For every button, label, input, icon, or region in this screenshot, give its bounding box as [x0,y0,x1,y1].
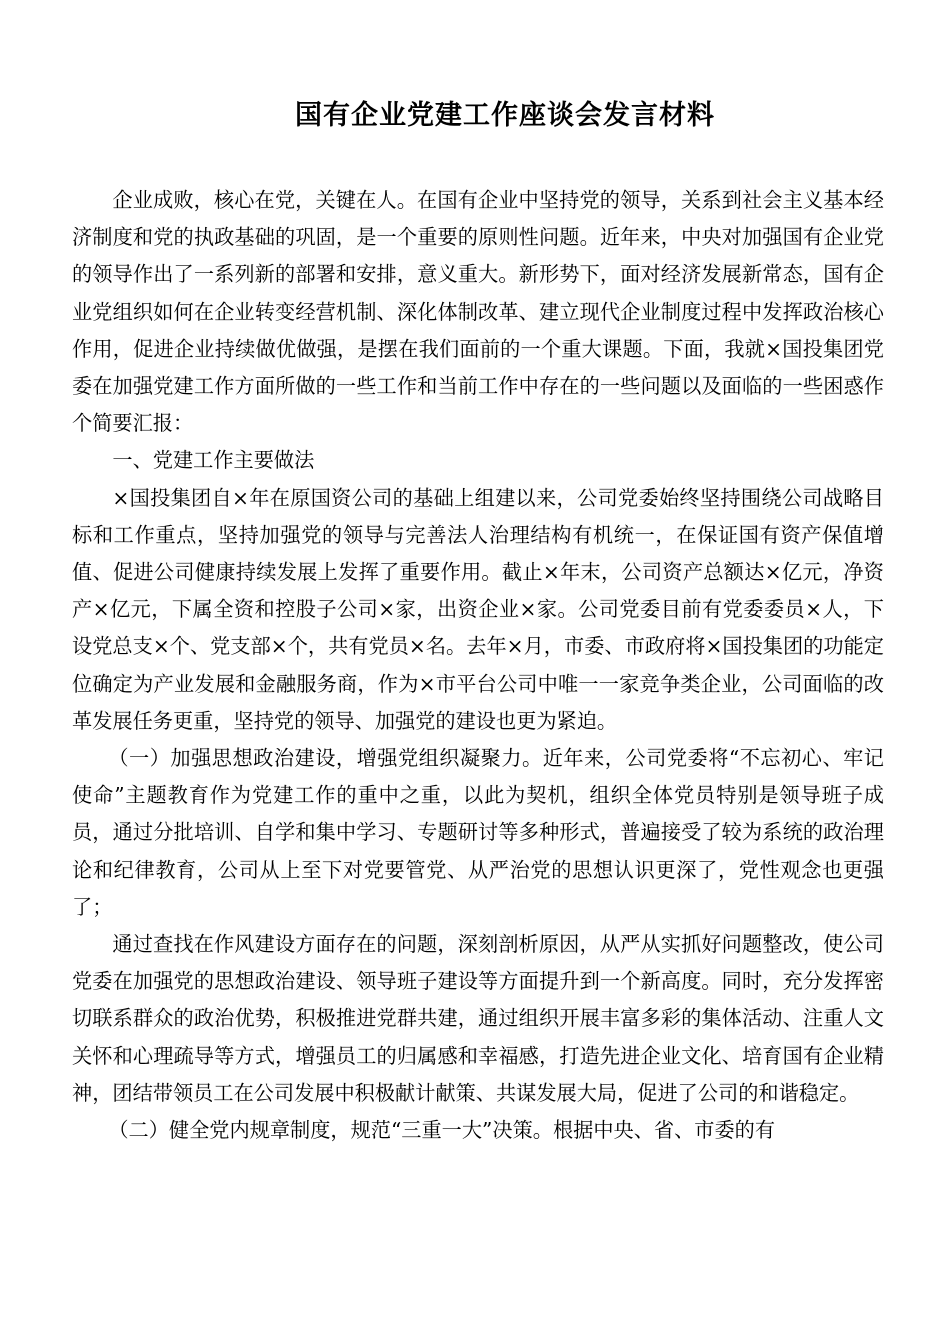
section-heading-1: 一、党建工作主要做法 [112,448,315,473]
subsection-2-paragraph: （二）健全党内规章制度，规范“三重一大”决策。根据中央、省、市委的有 [108,1118,776,1143]
paragraph-style-building: 通过查找在作风建设方面存在的问题，深刻剖析原因，从严从实抓好问题整改，使公司党委在加强党的思想政治建设、领导班子建设等方面提升到一个新高度。同时，充分发挥密切联系群众的政治优势，积极推进党群共建，通过组织开展丰富多彩的集体活动、注重人文关怀和心理疏导等方式，增强员工的归属感和幸福感，打造先进企业文化、培育国有企业精神，团结带领员工在公司发展中积极献计献策、共谋发展大局，促进了公司的和谐稳定。 [72,932,884,1105]
subsection-1-paragraph: （一）加强思想政治建设，增强党组织凝聚力。近年来，公司党委将“不忘初心、牢记使命”主题教育作为党建工作的重中之重，以此为契机，组织全体党员特别是领导班子成员，通过分批培训、自学和集中学习、专题研讨等多种形式，普遍接受了较为系统的政治理论和纪律教育，公司从上至下对党要管党、从严治党的思想认识更深了，党性观念也更强了； [72,746,884,919]
paragraph-intro: 企业成败，核心在党，关键在人。在国有企业中坚持党的领导，关系到社会主义基本经济制度和党的执政基础的巩固，是一个重要的原则性问题。近年来，中央对加强国有企业党的领导作出了一系列新的部署和安排，意义重大。新形势下，面对经济发展新常态，国有企业党组织如何在企业转变经营机制、深化体制改革、建立现代企业制度过程中发挥政治核心作用，促进企业持续做优做强，是摆在我们面前的一个重大课题。下面，我就×国投集团党委在加强党建工作方面所做的一些工作和当前工作中存在的一些问题以及面临的一些困惑作个简要汇报： [72,188,884,436]
document-title: 国有企业党建工作座谈会发言材料 [295,100,715,131]
paragraph-overview: ×国投集团自×年在原国资公司的基础上组建以来，公司党委始终坚持围绕公司战略目标和工作重点，坚持加强党的领导与完善法人治理结构有机统一，在保证国有资产保值增值、促进公司健康持续发展上发挥了重要作用。截止×年末，公司资产总额达×亿元，净资产×亿元，下属全资和控股子公司×家，出资企业×家。公司党委目前有党委委员×人，下设党总支×个、党支部×个，共有党员×名。去年×月，市委、市政府将×国投集团的功能定位确定为产业发展和金融服务商，作为×市平台公司中唯一一家竞争类企业，公司面临的改革发展任务更重，坚持党的领导、加强党的建设也更为紧迫。 [72,485,884,733]
document-body [72,182,884,1149]
